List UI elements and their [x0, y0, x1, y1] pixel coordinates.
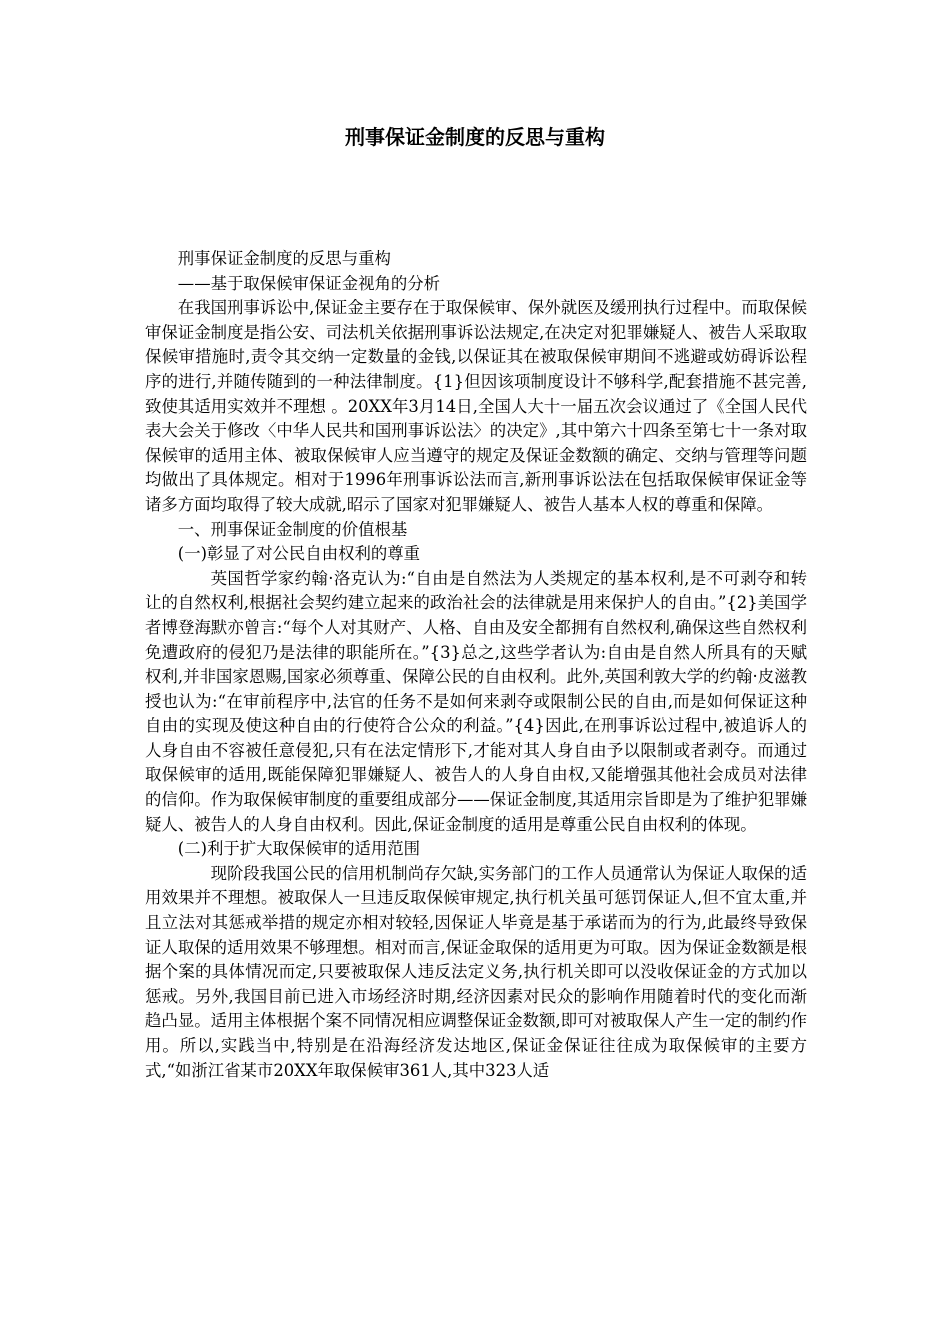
subtitle-subline: ——基于取保候审保证金视角的分析: [177, 273, 441, 293]
page-title: 刑事保证金制度的反思与重构: [345, 125, 605, 149]
subsection-heading-1: (一)彰显了对公民自由权利的尊重: [177, 544, 421, 564]
subsection-heading-2: (二)利于扩大取保候审的适用范围: [177, 839, 421, 859]
body-paragraph-scope: 现阶段我国公民的信用机制尚存欠缺,实务部门的工作人员通常认为保证人取保的适用效果并不理想。被取保人一旦违反取保候审规定,执行机关虽可惩罚保证人,但不宜太重,并且立法对其惩戒举措的规定亦相对较轻,因保证人毕竟是基于承诺而为的行为,此最终导致保证人取保的适用效果不够理想。相对而言,保证金取保的适用更为可取。因为保证金数额是根据个案的具体情况而定,只要被取保人违反法定义务,执行机关即可以没收保证金的方式加以惩戒。另外,我国目前已进入市场经济时期,经济因素对民众的影响作用随着时代的变化而渐趋凸显。适用主体根据个案不同情况相应调整保证金数额,即可对被取保人产生一定的制约作用。所以,实践当中,特别是在沿海经济发达地区,保证金保证往往成为取保候审的主要方式,“如浙江省某市20XX年取保候审361人,其中323人适: [145, 863, 807, 1080]
intro-paragraph: 在我国刑事诉讼中,保证金主要存在于取保候审、保外就医及缓刑执行过程中。而取保候审保证金制度是指公安、司法机关依据刑事诉讼法规定,在决定对犯罪嫌疑人、被告人采取取保候审措施时,责令其交纳一定数量的金钱,以保证其在被取保候审期间不逃避或妨碍诉讼程序的进行,并随传随到的一种法律制度。{1}但因该项制度设计不够科学,配套措施不甚完善,致使其适用实效并不理想 。20XX年3月14日,全国人大十一届五次会议通过了《全国人民代表大会关于修改〈中华人民共和国刑事诉讼法〉的决定》,其中第六十四条至第七十一条对取保候审的适用主体、被取保候审人应当遵守的规定及保证金数额的确定、交纳与管理等问题均做出了具体规定。相对于1996年刑事诉讼法而言,新刑事诉讼法在包括取保候审保证金等诸多方面均取得了较大成就,昭示了国家对犯罪嫌疑人、被告人基本人权的尊重和保障。: [145, 298, 807, 514]
subtitle-line: 刑事保证金制度的反思与重构: [177, 249, 391, 268]
body-paragraph-freedom: 英国哲学家约翰·洛克认为:“自由是自然法为人类规定的基本权利,是不可剥夺和转让的自然权利,根据社会契约建立起来的政治社会的法律就是用来保护人的自由。”{2}美国学者博登海默亦曾言:“每个人对其财产、人格、自由及安全都拥有自然权利,确保这些自然权利免遭政府的侵犯乃是法律的职能所在。”{3}总之,这些学者认为:自由是自然人所具有的天赋权利,并非国家恩赐,国家必须尊重、保障公民的自由权利。此外,英国利敦大学的约翰·皮滋教授也认为:“在审前程序中,法官的任务不是如何来剥夺或限制公民的自由,而是如何保证这种自由的实现及使这种自由的行使符合公众的利益。”{4}因此,在刑事诉讼过程中,被追诉人的人身自由不容被任意侵犯,只有在法定情形下,才能对其人身自由予以限制或者剥夺。而通过取保候审的适用,既能保障犯罪嫌疑人、被告人的人身自由权,又能增强其他社会成员对法律的信仰。作为取保候审制度的重要组成部分——保证金制度,其适用宗旨即是为了维护犯罪嫌疑人、被告人的人身自由权利。因此,保证金制度的适用是尊重公民自由权利的体现。: [145, 568, 807, 834]
section-heading-1: 一、刑事保证金制度的价值根基: [177, 519, 408, 539]
document-body: [145, 247, 807, 1083]
